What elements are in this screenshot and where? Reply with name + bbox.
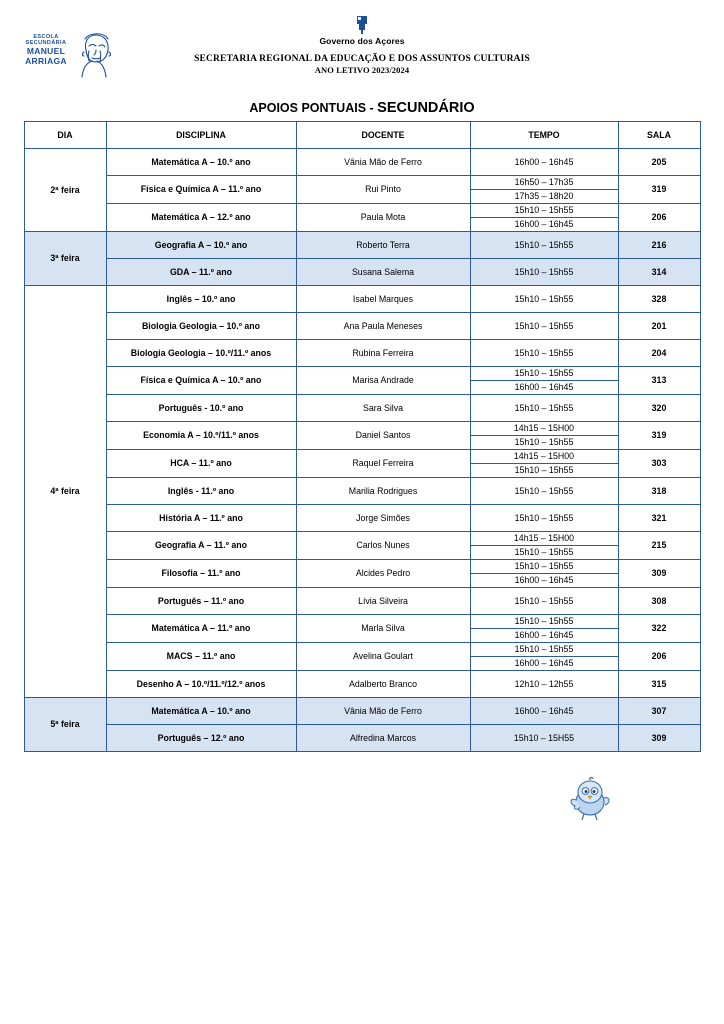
room-cell: 318 bbox=[618, 478, 700, 505]
teacher-cell: Roberto Terra bbox=[296, 232, 470, 259]
table-row bbox=[24, 395, 700, 422]
room-cell: 309 bbox=[618, 725, 700, 752]
time-slot: 15h10 – 15h55 bbox=[514, 616, 574, 626]
time-slot: 14h15 – 15H00 bbox=[513, 451, 575, 461]
discipline-cell: Português - 10.º ano bbox=[106, 395, 296, 422]
teacher-cell: Sara Silva bbox=[296, 395, 470, 422]
table-row bbox=[24, 149, 700, 176]
discipline-cell: Inglês – 10.º ano bbox=[106, 286, 296, 313]
discipline-cell: Inglês - 11.º ano bbox=[106, 478, 296, 505]
time-cell bbox=[470, 560, 618, 588]
room-cell: 308 bbox=[618, 588, 700, 615]
table-row bbox=[24, 450, 700, 478]
table-row bbox=[24, 698, 700, 725]
table-row bbox=[24, 176, 700, 204]
column-header-sala: SALA bbox=[618, 122, 700, 149]
discipline-cell: MACS – 11.º ano bbox=[106, 643, 296, 671]
time-cell: 15h10 – 15h55 bbox=[470, 259, 618, 286]
room-cell: 215 bbox=[618, 532, 700, 560]
room-cell: 314 bbox=[618, 259, 700, 286]
school-logo-line-3: MANUEL bbox=[26, 46, 66, 57]
time-cell bbox=[470, 643, 618, 671]
time-cell: 15h10 – 15h55 bbox=[470, 588, 618, 615]
discipline-cell: História A – 11.º ano bbox=[106, 505, 296, 532]
table-row bbox=[24, 232, 700, 259]
table-header-row bbox=[24, 122, 700, 149]
teacher-cell: Rui Pinto bbox=[296, 176, 470, 204]
time-cell: 15h10 – 15h55 bbox=[470, 313, 618, 340]
day-cell: 4ª feira bbox=[24, 286, 106, 698]
time-cell bbox=[470, 615, 618, 643]
column-header-tempo: TEMPO bbox=[470, 122, 618, 149]
time-slot: 14h15 – 15H00 bbox=[513, 423, 575, 433]
teacher-cell: Alfredina Marcos bbox=[296, 725, 470, 752]
page-title-emphasis: SECUNDÁRIO bbox=[377, 100, 475, 116]
teacher-cell: Avelina Goulart bbox=[296, 643, 470, 671]
column-header-disciplina: DISCIPLINA bbox=[106, 122, 296, 149]
time-slot: 17h35 – 18h20 bbox=[471, 189, 618, 203]
discipline-cell: Economia A – 10.º/11.º anos bbox=[106, 422, 296, 450]
time-slot: 16h00 – 16h45 bbox=[471, 217, 618, 231]
teacher-cell: Daniel Santos bbox=[296, 422, 470, 450]
document-header bbox=[0, 0, 724, 92]
table-row bbox=[24, 588, 700, 615]
discipline-cell: HCA – 11.º ano bbox=[106, 450, 296, 478]
government-header-block bbox=[0, 14, 724, 75]
azores-government-emblem-icon bbox=[355, 14, 369, 34]
table-header bbox=[24, 122, 700, 149]
table-row bbox=[24, 725, 700, 752]
time-cell: 16h00 – 16h45 bbox=[470, 149, 618, 176]
time-cell: 15h10 – 15h55 bbox=[470, 232, 618, 259]
time-slot: 16h00 – 16h45 bbox=[471, 380, 618, 394]
day-cell: 3ª feira bbox=[24, 232, 106, 286]
discipline-cell: Desenho A – 10.º/11.º/12.º anos bbox=[106, 671, 296, 698]
table-row bbox=[24, 643, 700, 671]
table-row bbox=[24, 313, 700, 340]
discipline-cell: Geografia A – 10.º ano bbox=[106, 232, 296, 259]
teacher-cell: Susana Salema bbox=[296, 259, 470, 286]
time-cell: 12h10 – 12h55 bbox=[470, 671, 618, 698]
table-row bbox=[24, 560, 700, 588]
column-header-docente: DOCENTE bbox=[296, 122, 470, 149]
room-cell: 320 bbox=[618, 395, 700, 422]
discipline-cell: Matemática A – 10.º ano bbox=[106, 698, 296, 725]
teacher-cell: Ana Paula Meneses bbox=[296, 313, 470, 340]
table-row bbox=[24, 286, 700, 313]
time-cell: 15h10 – 15h55 bbox=[470, 340, 618, 367]
discipline-cell: Português – 11.º ano bbox=[106, 588, 296, 615]
discipline-cell: Português – 12.º ano bbox=[106, 725, 296, 752]
time-cell: 15h10 – 15H55 bbox=[470, 725, 618, 752]
page-title-prefix: APOIOS PONTUAIS - bbox=[249, 101, 378, 115]
room-cell: 322 bbox=[618, 615, 700, 643]
school-logo-line-4: ARRIAGA bbox=[25, 55, 67, 66]
teacher-cell: Alcides Pedro bbox=[296, 560, 470, 588]
discipline-cell: Matemática A – 12.º ano bbox=[106, 204, 296, 232]
time-slot: 15h10 – 15h55 bbox=[514, 561, 574, 571]
day-cell: 5ª feira bbox=[24, 698, 106, 752]
room-cell: 201 bbox=[618, 313, 700, 340]
teacher-cell: Marisa Andrade bbox=[296, 367, 470, 395]
support-schedule-table bbox=[24, 121, 701, 752]
teacher-cell: Jorge Simões bbox=[296, 505, 470, 532]
time-cell: 15h10 – 15h55 bbox=[470, 478, 618, 505]
time-slot: 15h10 – 15h55 bbox=[514, 644, 574, 654]
table-row bbox=[24, 615, 700, 643]
discipline-cell: Física e Química A – 10.º ano bbox=[106, 367, 296, 395]
time-cell: 15h10 – 15h55 bbox=[470, 395, 618, 422]
time-slot: 15h10 – 15h55 bbox=[514, 205, 574, 215]
time-cell bbox=[470, 176, 618, 204]
time-cell bbox=[470, 450, 618, 478]
teacher-cell: Paula Mota bbox=[296, 204, 470, 232]
time-slot: 16h00 – 16h45 bbox=[471, 656, 618, 670]
school-logo-line-1: ESCOLA bbox=[33, 34, 59, 40]
time-slot: 14h15 – 15H00 bbox=[513, 533, 575, 543]
teacher-cell: Vânia Mão de Ferro bbox=[296, 149, 470, 176]
table-row bbox=[24, 259, 700, 286]
room-cell: 216 bbox=[618, 232, 700, 259]
table-body bbox=[24, 149, 700, 752]
teacher-cell: Isabel Marques bbox=[296, 286, 470, 313]
discipline-cell: Física e Química A – 11.º ano bbox=[106, 176, 296, 204]
room-cell: 321 bbox=[618, 505, 700, 532]
teacher-cell: Carlos Nunes bbox=[296, 532, 470, 560]
discipline-cell: Biologia Geologia – 10.º/11.º anos bbox=[106, 340, 296, 367]
table-row bbox=[24, 505, 700, 532]
discipline-cell: GDA – 11.º ano bbox=[106, 259, 296, 286]
time-cell: 15h10 – 15h55 bbox=[470, 286, 618, 313]
table-row bbox=[24, 204, 700, 232]
time-slot: 16h00 – 16h45 bbox=[471, 573, 618, 587]
teacher-cell: Adalberto Branco bbox=[296, 671, 470, 698]
time-slot: 15h10 – 15h55 bbox=[471, 463, 618, 477]
room-cell: 303 bbox=[618, 450, 700, 478]
teacher-cell: Vânia Mão de Ferro bbox=[296, 698, 470, 725]
teacher-cell: Lívia Silveira bbox=[296, 588, 470, 615]
room-cell: 328 bbox=[618, 286, 700, 313]
day-cell: 2ª feira bbox=[24, 149, 106, 232]
table-row bbox=[24, 367, 700, 395]
room-cell: 204 bbox=[618, 340, 700, 367]
time-slot: 16h00 – 16h45 bbox=[471, 628, 618, 642]
blue-bird-mascot-icon bbox=[566, 776, 614, 822]
secretariat-line: SECRETARIA REGIONAL DA EDUCAÇÃO E DOS ASSUNTOS CULTURAIS bbox=[194, 54, 530, 64]
time-cell bbox=[470, 204, 618, 232]
school-year-line: ANO LETIVO 2023/2024 bbox=[314, 65, 410, 75]
teacher-cell: Raquel Ferreira bbox=[296, 450, 470, 478]
room-cell: 319 bbox=[618, 422, 700, 450]
table-row bbox=[24, 532, 700, 560]
time-slot: 15h10 – 15h55 bbox=[514, 368, 574, 378]
page-title bbox=[0, 100, 724, 116]
time-slot: 15h10 – 15h55 bbox=[471, 545, 618, 559]
table-row bbox=[24, 422, 700, 450]
discipline-cell: Biologia Geologia – 10.º ano bbox=[106, 313, 296, 340]
room-cell: 315 bbox=[618, 671, 700, 698]
room-cell: 313 bbox=[618, 367, 700, 395]
table-row bbox=[24, 671, 700, 698]
discipline-cell: Matemática A – 11.º ano bbox=[106, 615, 296, 643]
room-cell: 206 bbox=[618, 204, 700, 232]
discipline-cell: Matemática A – 10.º ano bbox=[106, 149, 296, 176]
column-header-dia: DIA bbox=[24, 122, 106, 149]
time-slot: 15h10 – 15h55 bbox=[471, 435, 618, 449]
discipline-cell: Filosofia – 11.º ano bbox=[106, 560, 296, 588]
time-cell bbox=[470, 422, 618, 450]
table-row bbox=[24, 340, 700, 367]
time-cell bbox=[470, 532, 618, 560]
room-cell: 307 bbox=[618, 698, 700, 725]
room-cell: 206 bbox=[618, 643, 700, 671]
school-logo-line-2: SECUNDÁRIA bbox=[25, 40, 67, 47]
room-cell: 309 bbox=[618, 560, 700, 588]
time-slot: 16h50 – 17h35 bbox=[514, 177, 574, 187]
table-row bbox=[24, 478, 700, 505]
room-cell: 319 bbox=[618, 176, 700, 204]
teacher-cell: Marilia Rodrigues bbox=[296, 478, 470, 505]
time-cell: 16h00 – 16h45 bbox=[470, 698, 618, 725]
discipline-cell: Geografia A – 11.º ano bbox=[106, 532, 296, 560]
time-cell bbox=[470, 367, 618, 395]
teacher-cell: Rubina Ferreira bbox=[296, 340, 470, 367]
room-cell: 205 bbox=[618, 149, 700, 176]
teacher-cell: Marla Silva bbox=[296, 615, 470, 643]
time-cell: 15h10 – 15h55 bbox=[470, 505, 618, 532]
government-title: Governo dos Açores bbox=[319, 36, 405, 46]
